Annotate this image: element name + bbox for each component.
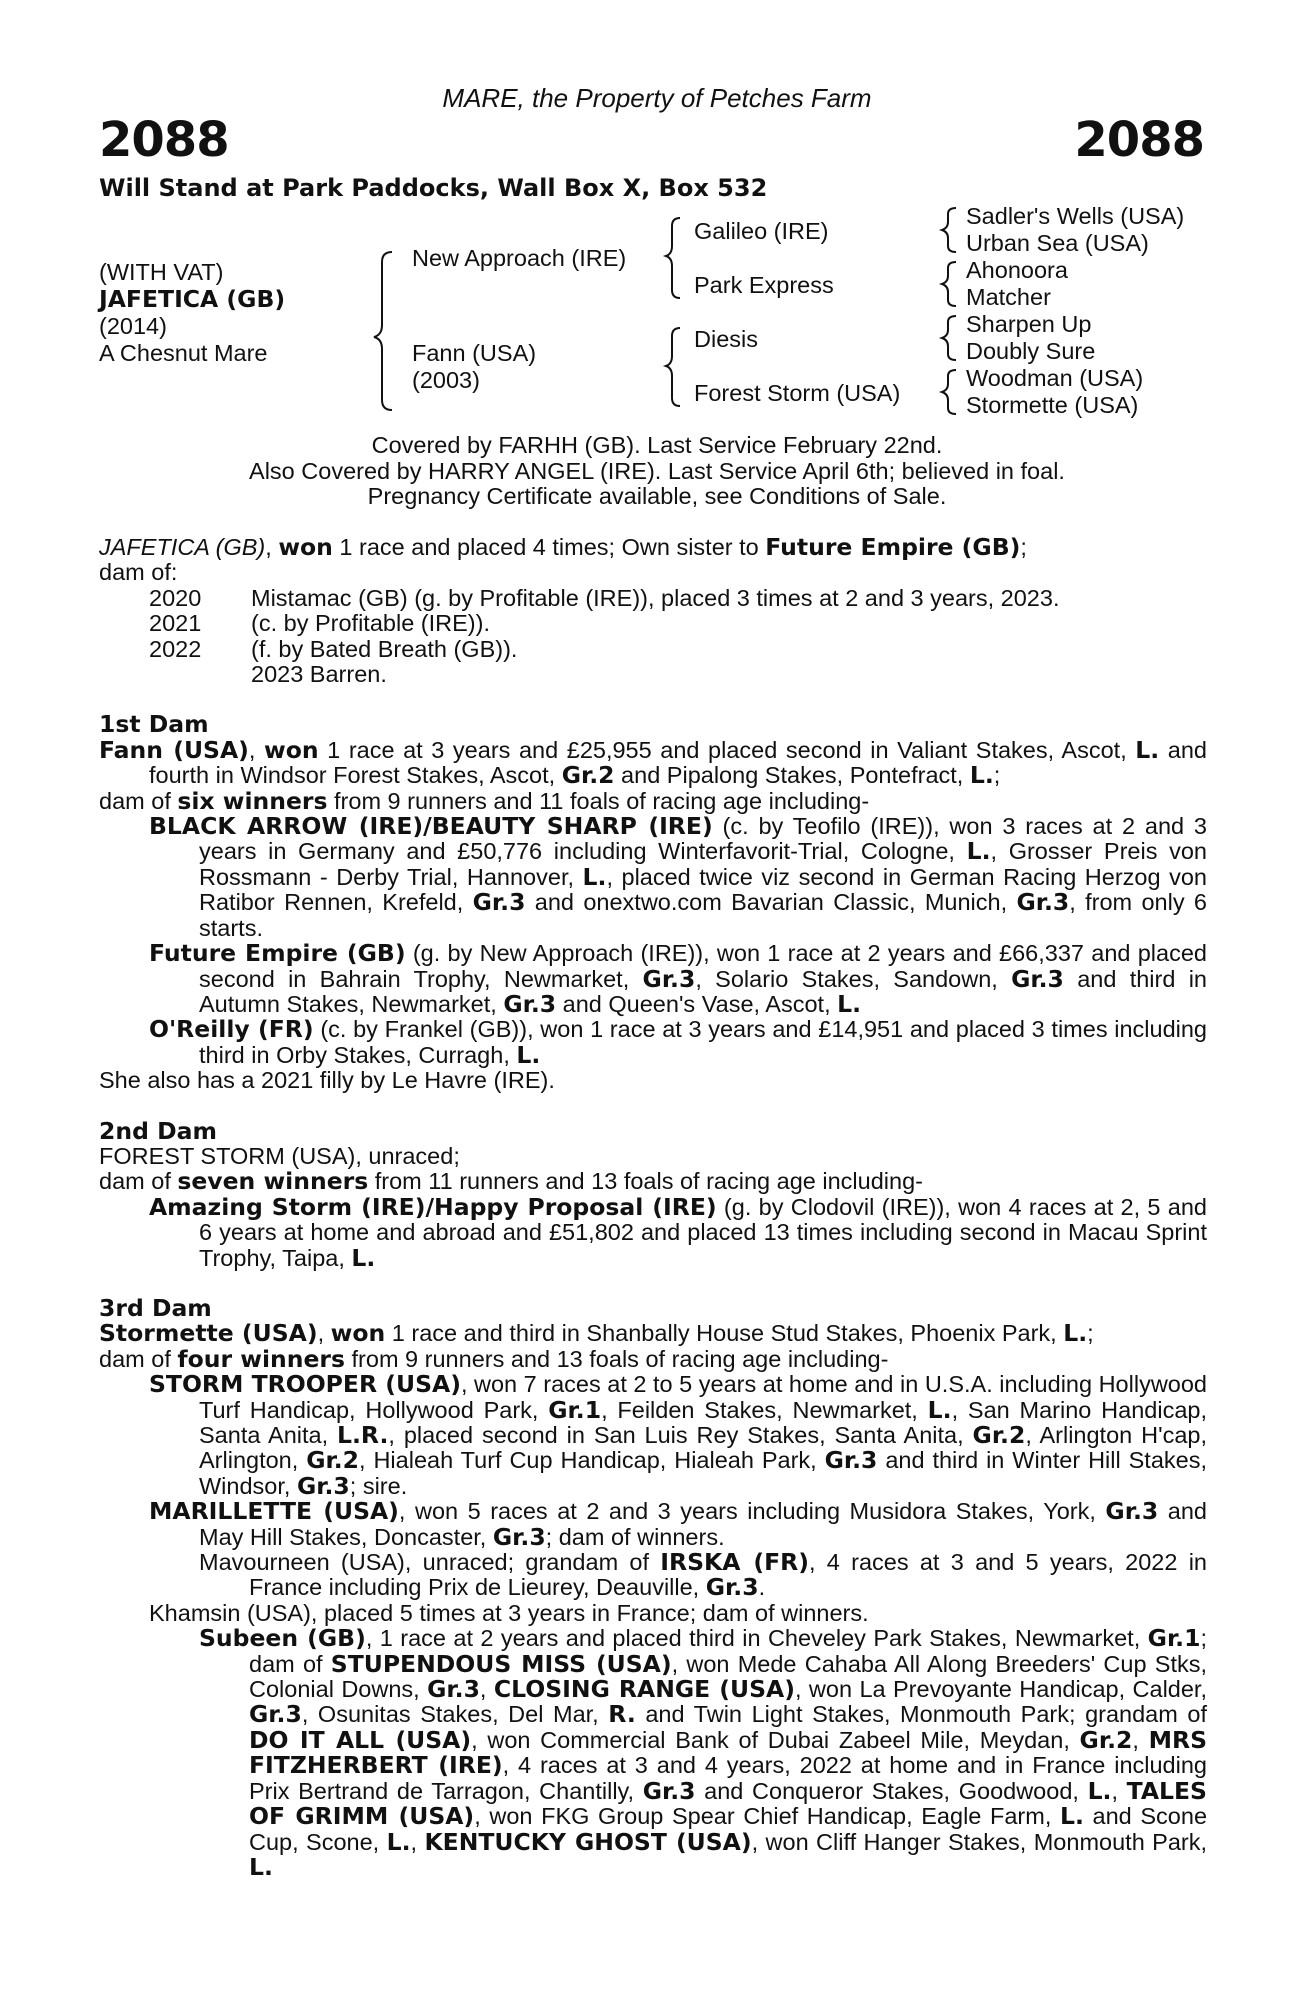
brace-forest-storm — [942, 370, 956, 414]
text: and Twin Light Stakes, Monmouth Park; grandam of — [635, 1701, 1207, 1728]
produce-text: (f. by Bated Breath (GB)). — [251, 635, 518, 662]
group-badge: Gr.3 — [642, 1776, 696, 1805]
covering-line-3: Pregnancy Certificate available, see Conditions of Sale. — [367, 483, 947, 509]
dam-of-label: dam of: — [99, 559, 178, 586]
text: dam of — [99, 787, 178, 814]
listed-badge: L. — [249, 1852, 273, 1881]
text: ; — [993, 762, 1001, 789]
pedigree-dam-sire: Diesis — [694, 326, 758, 352]
produce-list — [99, 586, 1207, 688]
winners-count: six winners — [177, 786, 328, 815]
won-label: won — [264, 735, 319, 764]
text: and Pipalong Stakes, Pontefract, — [614, 762, 970, 789]
produce-text: Mistamac (GB) (g. by Profitable (IRE)), placed 3 times at 2 and 3 years, 2023. — [251, 584, 1060, 611]
text: (c. by Teofilo (IRE)), won 3 races at 2 and 3 years in Germany and £50,776 including Winterfavorit-Trial, Cologne, — [199, 813, 1207, 865]
second-dam-dam-of — [99, 1169, 1207, 1194]
produce-year — [99, 662, 251, 687]
text: , from only 6 starts. — [199, 889, 1207, 941]
text: , Feilden Stakes, Newmarket, — [601, 1396, 928, 1423]
brace-sire — [666, 218, 680, 298]
restricted-badge: R. — [608, 1700, 636, 1729]
text: , 4 races at 3 and 5 years, 2022 in France including Prix de Lieurey, Deauville, — [249, 1549, 1207, 1601]
mare-name-italic: JAFETICA (GB) — [99, 534, 266, 560]
text: , won 7 races at 2 to 5 years at home and in U.S.A. including Hollywood Turf Handicap, Hollywood Park, — [199, 1371, 1208, 1423]
produce-year: 2020 — [149, 584, 202, 611]
offspring-entry — [149, 814, 1207, 941]
text: , — [1111, 1777, 1127, 1804]
offspring-entry: Khamsin (USA), placed 5 times at 3 years in France; dam of winners. — [149, 1599, 869, 1626]
text: and third in Autumn Stakes, Newmarket, — [199, 965, 1207, 1017]
pedigree-gen3-8: Stormette (USA) — [966, 392, 1139, 418]
brace-dam — [666, 328, 680, 406]
covering-line-1: Covered by FARHH (GB). Last Service February 22nd. — [371, 432, 943, 458]
pedigree-dam-dam: Forest Storm (USA) — [694, 380, 901, 406]
pedigree-sire-dam: Park Express — [694, 272, 834, 298]
text: and May Hill Stakes, Doncaster, — [199, 1498, 1207, 1550]
listed-badge: L. — [1063, 1319, 1088, 1348]
brace-park-express — [942, 262, 956, 306]
offspring-name: MRS FITZHERBERT (IRE) — [249, 1725, 1207, 1780]
text: , — [479, 1676, 494, 1703]
text: , Grosser Preis von Rossmann - Derby Trial, Hannover, — [199, 838, 1207, 890]
brace-gen1 — [374, 252, 392, 410]
produce-row — [99, 662, 1207, 687]
pedigree-dam-name: Fann (USA) — [412, 340, 537, 366]
group-badge: Gr.3 — [427, 1675, 480, 1704]
offspring-name: Amazing Storm (IRE)/Happy Proposal (IRE) — [149, 1192, 717, 1221]
text: from 9 runners and 11 foals of racing age including- — [327, 787, 870, 814]
listed-badge: L. — [351, 1243, 376, 1272]
first-dam-name: Fann (USA) — [99, 735, 249, 764]
mare-record: JAFETICA (GB), won 1 race and placed 4 times; Own sister to Future Empire (GB); — [99, 533, 1027, 561]
text: 1 race at 3 years and £25,955 and placed second in Valiant Stakes, Ascot, — [318, 736, 1136, 763]
text: dam of — [99, 1168, 178, 1195]
text: , won Cliff Hanger Stakes, Monmouth Park, — [751, 1828, 1208, 1855]
produce-year: 2021 — [149, 610, 202, 637]
text: ; dam of winners. — [545, 1523, 725, 1550]
pedigree-gen3-2: Urban Sea (USA) — [966, 230, 1149, 256]
group-badge: Gr.3 — [1016, 888, 1070, 917]
text: Mavourneen (USA), unraced; grandam of — [199, 1549, 661, 1576]
text: ; dam of — [249, 1625, 1207, 1677]
offspring-entry — [149, 1017, 1207, 1068]
first-dam-also: She also has a 2021 filly by Le Havre (IRE). — [99, 1067, 555, 1094]
listed-badge: L. — [966, 837, 991, 866]
offspring-name: STUPENDOUS MISS (USA) — [330, 1649, 672, 1678]
winners-count: four winners — [177, 1344, 345, 1373]
catalogue-subtitle: MARE, the Property of Petches Farm — [442, 83, 872, 113]
covering-note — [0, 433, 1314, 510]
produce-row — [99, 611, 1207, 636]
pedigree-sire-sire: Galileo (IRE) — [694, 218, 829, 244]
text: , won Mede Cahaba All Along Breeders' Cup Stks, Colonial Downs, — [249, 1650, 1208, 1703]
catalogue-body — [99, 535, 1207, 1880]
text: and third in Winter Hill Stakes, Windsor, — [199, 1447, 1208, 1499]
offspring-entry — [199, 1550, 1207, 1601]
text: and fourth in Windsor Forest Stakes, Ascot, — [149, 736, 1207, 789]
listed-badge: L. — [969, 761, 994, 790]
offspring-name: Subeen (GB) — [199, 1624, 366, 1653]
offspring-name: Future Empire (GB) — [149, 939, 406, 968]
offspring-name: KENTUCKY GHOST (USA) — [424, 1827, 752, 1856]
text: , won 5 races at 2 and 3 years including Musidora Stakes, York, — [398, 1498, 1106, 1525]
text: , won La Prevoyante Handicap, Calder, — [794, 1676, 1207, 1703]
text: ; — [1087, 1320, 1094, 1347]
listed-badge: L. — [927, 1395, 952, 1424]
text: , San Marino Handicap, Santa Anita, — [199, 1396, 1207, 1448]
third-dam-heading: 3rd Dam — [99, 1293, 212, 1322]
group-badge: Gr.2 — [972, 1421, 1026, 1449]
offspring-entry — [199, 1626, 1207, 1880]
group-badge: Gr.1 — [1147, 1624, 1201, 1653]
text: , won FKG Group Spear Chief Handicap, Eagle Farm, — [474, 1803, 1060, 1830]
text: and Scone Cup, Scone, — [249, 1803, 1208, 1855]
pedigree-gen3-7: Woodman (USA) — [966, 365, 1144, 391]
second-dam-record: FOREST STORM (USA), unraced; — [99, 1142, 460, 1169]
text: from 11 runners and 13 foals of racing age including- — [368, 1168, 923, 1195]
group-badge: Gr.1 — [548, 1395, 602, 1424]
brace-diesis — [942, 316, 956, 360]
offspring-name: STORM TROOPER (USA) — [149, 1370, 461, 1399]
text: and Queen's Vase, Ascot, — [556, 990, 838, 1017]
won-label: won — [330, 1319, 386, 1348]
won-label: won — [278, 533, 333, 561]
pedigree-gen3-1: Sadler's Wells (USA) — [966, 203, 1185, 229]
text: , 4 races at 3 and 4 years, 2022 at home and in France including Prix Bertrand de Tarragon, Chantilly, — [249, 1752, 1207, 1804]
offspring-name: BLACK ARROW (IRE)/BEAUTY SHARP (IRE) — [149, 812, 713, 841]
pedigree-gen3-6: Doubly Sure — [966, 338, 1096, 364]
group-badge: Gr.2 — [306, 1446, 360, 1475]
group-badge: Gr.3 — [472, 888, 526, 917]
second-dam-heading: 2nd Dam — [99, 1116, 217, 1145]
group-badge: Gr.3 — [1105, 1497, 1159, 1526]
group-badge: Gr.3 — [492, 1522, 546, 1551]
text: ; sire. — [349, 1472, 408, 1499]
produce-row — [99, 637, 1207, 662]
produce-text: 2023 Barren. — [251, 661, 387, 688]
listed-badge: L. — [582, 862, 607, 891]
listed-badge: L. — [386, 1827, 411, 1856]
pedigree-dam — [412, 340, 536, 394]
text: , — [410, 1828, 425, 1855]
listed-badge: L. — [516, 1040, 541, 1069]
listed-badge: L. — [1060, 1802, 1084, 1831]
produce-year: 2022 — [149, 635, 202, 662]
text: , placed twice viz second in German Racing Herzog von Ratibor Rennen, Krefeld, — [199, 863, 1207, 916]
produce-text: (c. by Profitable (IRE)). — [251, 610, 490, 637]
text: . — [758, 1574, 766, 1601]
third-dam-name: Stormette (USA) — [99, 1319, 318, 1348]
text: , placed second in San Luis Rey Stakes, Santa Anita, — [388, 1422, 973, 1448]
text: , 1 race at 2 years and placed third in Cheveley Park Stakes, Newmarket, — [365, 1625, 1148, 1652]
pedigree-gen3-3: Ahonoora — [966, 257, 1068, 283]
group-badge: Gr.3 — [642, 964, 696, 993]
pedigree-sire: New Approach (IRE) — [412, 245, 627, 271]
first-dam-record: Fann (USA), won 1 race at 3 years and £25,955 and placed second in Valiant Stakes, Ascot, L. and fourth in Windsor Forest Stakes, Ascot, Gr.2 and Pipalong Stakes, Pontefract, L.; — [99, 735, 1207, 790]
listed-badge: L. — [1087, 1776, 1112, 1805]
text: from 9 runners and 13 foals of racing age including- — [345, 1345, 889, 1372]
text: ; — [1020, 534, 1027, 560]
group-badge: Gr.2 — [561, 761, 615, 790]
listed-badge: L. — [1135, 735, 1160, 764]
horse-description: A Chesnut Mare — [99, 340, 268, 366]
text: , Osunitas Stakes, Del Mar, — [301, 1701, 609, 1728]
offspring-name: MARILLETTE (USA) — [149, 1497, 399, 1526]
produce-row — [99, 586, 1207, 611]
text: , Solario Stakes, Sandown, — [695, 965, 1012, 992]
text: , won Commercial Bank of Dubai Zabeel Mile, Meydan, — [471, 1726, 1080, 1753]
group-badge: Gr.3 — [705, 1573, 759, 1602]
offspring-entry — [149, 1192, 1207, 1272]
stabling-info: Will Stand at Park Paddocks, Wall Box X, Box 532 — [99, 174, 768, 202]
offspring-name: IRSKA (FR) — [660, 1548, 809, 1577]
offspring-entry — [149, 941, 1207, 1017]
text: dam of — [99, 1345, 178, 1372]
offspring-name: O'Reilly (FR) — [149, 1015, 314, 1044]
group-badge: Gr.2 — [1079, 1725, 1133, 1754]
first-dam-heading: 1st Dam — [99, 710, 209, 739]
text: (g. by New Approach (IRE)), won 1 race at 2 years and £66,337 and placed second in Bahrain Trophy, Newmarket, — [199, 940, 1207, 992]
third-dam-dam-of — [99, 1344, 1207, 1373]
group-badge: Gr.3 — [824, 1446, 878, 1475]
brace-galileo — [942, 208, 956, 252]
text: , Hialeah Turf Cup Handicap, Hialeah Park, — [359, 1447, 825, 1474]
third-dam-record: Stormette (USA), won 1 race and third in Shanbally House Stud Stakes, Phoenix Park, L.; — [99, 1319, 1094, 1348]
pedigree-gen3-4: Matcher — [966, 284, 1051, 310]
offspring-name: DO IT ALL (USA) — [249, 1725, 472, 1754]
text: 1 race and placed 4 times; Own sister to — [332, 534, 766, 560]
offspring-entry — [149, 1499, 1207, 1550]
covering-line-2: Also Covered by HARRY ANGEL (IRE). Last Service April 6th; believed in foal. — [249, 457, 1065, 484]
first-dam-dam-of — [99, 786, 1207, 815]
offspring-name: TALES OF GRIMM (USA) — [249, 1776, 1207, 1831]
offspring-entry — [149, 1372, 1207, 1499]
group-badge: Gr.3 — [296, 1471, 350, 1500]
winners-count: seven winners — [177, 1167, 369, 1196]
vat-note: (WITH VAT) — [99, 259, 224, 285]
offspring-name: CLOSING RANGE (USA) — [493, 1675, 795, 1704]
text: , Arlington H'cap, Arlington, — [199, 1422, 1207, 1474]
group-badge: Gr.3 — [503, 989, 557, 1018]
lot-number-right: 2088 — [1074, 112, 1204, 168]
text: 1 race and third in Shanbally House Stud Stakes, Phoenix Park, — [385, 1320, 1064, 1347]
text: (g. by Clodovil (IRE)), won 4 races at 2, 5 and 6 years at home and abroad and £51,802 and placed 13 times including second in Macau Sprint Trophy, Taipa, — [199, 1193, 1207, 1271]
text: , — [1132, 1726, 1149, 1753]
listed-badge: L.R. — [337, 1421, 389, 1449]
pedigree-dam-year: (2003) — [412, 367, 480, 393]
lot-number-left: 2088 — [99, 112, 229, 168]
group-badge: Gr.3 — [1011, 964, 1064, 993]
pedigree-gen3-5: Sharpen Up — [966, 311, 1092, 337]
text: and onextwo.com Bavarian Classic, Munich, — [525, 889, 1017, 916]
group-badge: Gr.3 — [249, 1700, 302, 1729]
text: (c. by Frankel (GB)), won 1 race at 3 years and £14,951 and placed 3 times including third in Orby Stakes, Curragh, — [199, 1016, 1208, 1068]
sister-name: Future Empire (GB) — [765, 533, 1021, 561]
horse-year: (2014) — [99, 313, 167, 339]
text: and Conqueror Stakes, Goodwood, — [695, 1777, 1088, 1804]
listed-badge: L. — [837, 989, 862, 1018]
horse-name: JAFETICA (GB) — [99, 285, 286, 313]
